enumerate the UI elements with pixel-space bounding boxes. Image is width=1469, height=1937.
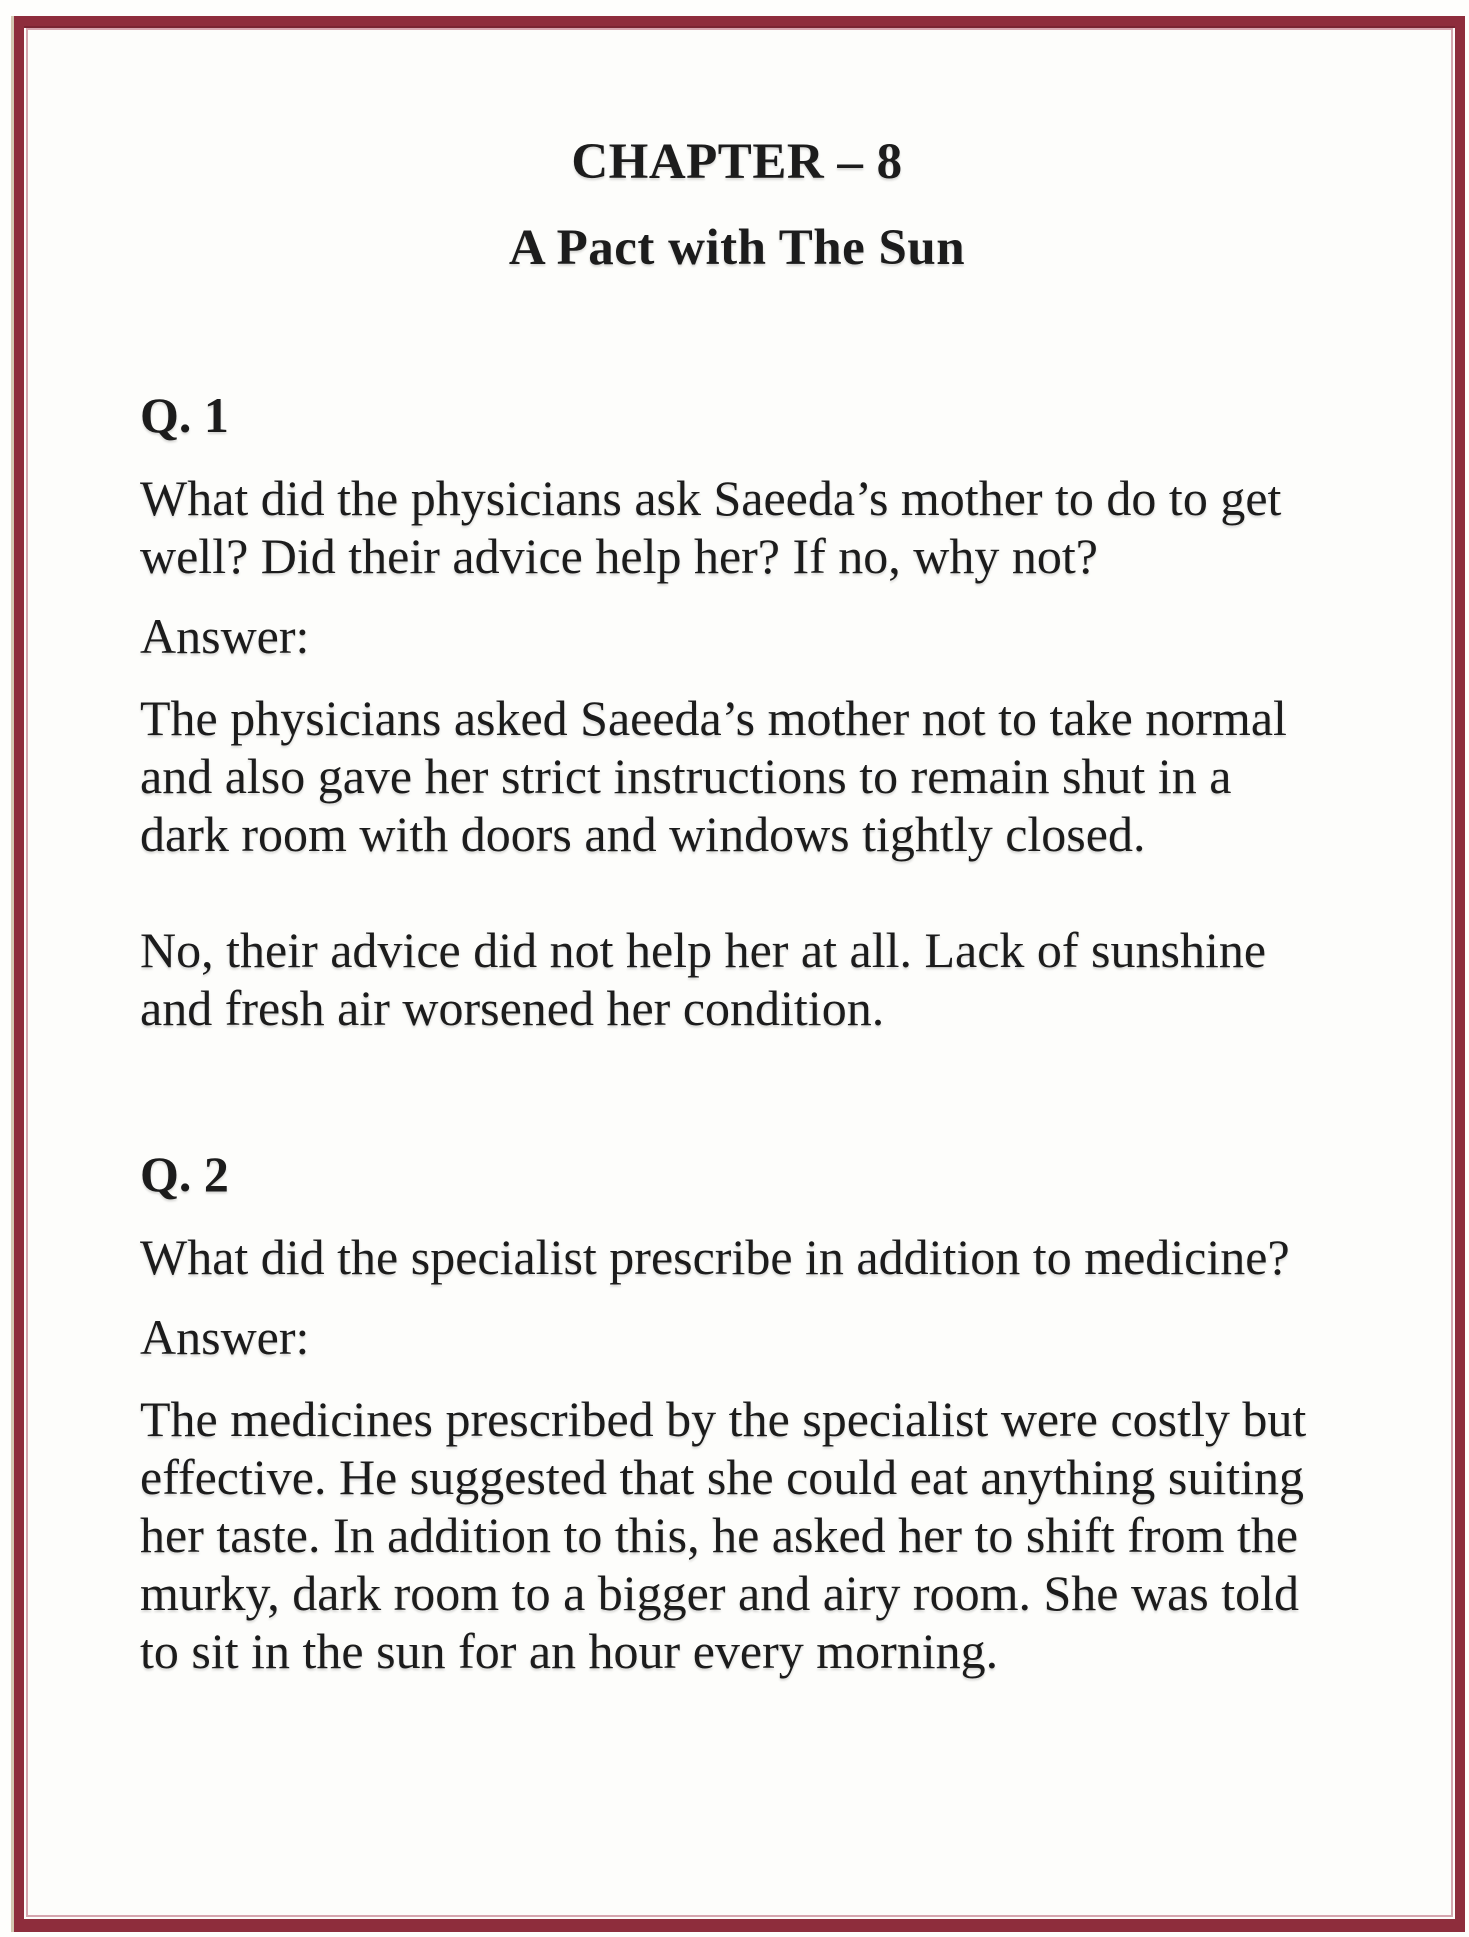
question-1-answer-paragraph-2: No, their advice did not help her at all. Lack of sunshine and fresh air worsened her condition. xyxy=(140,922,1267,1036)
question-2-answer-label: Answer: xyxy=(140,1309,310,1365)
chapter-subtitle: A Pact with The Sun xyxy=(508,220,966,276)
question-1-answer-paragraph-1: The physicians asked Saeeda’s mother not to take normal and also gave her strict instructions to remain shut in a dark room with doors and windows tightly closed. xyxy=(140,690,1287,862)
chapter-heading: CHAPTER – 8 xyxy=(571,134,903,190)
document-content xyxy=(28,30,1451,1915)
question-2-label: Q. 2 xyxy=(140,1146,229,1202)
question-2-section xyxy=(140,1145,1334,1680)
question-1-label: Q. 1 xyxy=(140,387,229,443)
question-2-answer-paragraph-1: The medicines prescribed by the specialist were costly but effective. He suggested that she could eat anything suiting her taste. In addition to this, he asked her to shift from the murky, dark room to a bigger and airy room. She was told to sit in the sun for an hour every morning. xyxy=(140,1391,1307,1679)
question-1-text: What did the physicians ask Saeeda’s mother to do to get well? Did their advice help her? If no, why not? xyxy=(140,470,1282,584)
question-1-answer-label: Answer: xyxy=(140,608,310,664)
question-2-text: What did the specialist prescribe in addition to medicine? xyxy=(140,1229,1290,1285)
page-border-frame xyxy=(14,16,1465,1932)
page-inner-border-line xyxy=(26,28,1453,1917)
question-1-section xyxy=(140,386,1334,1037)
